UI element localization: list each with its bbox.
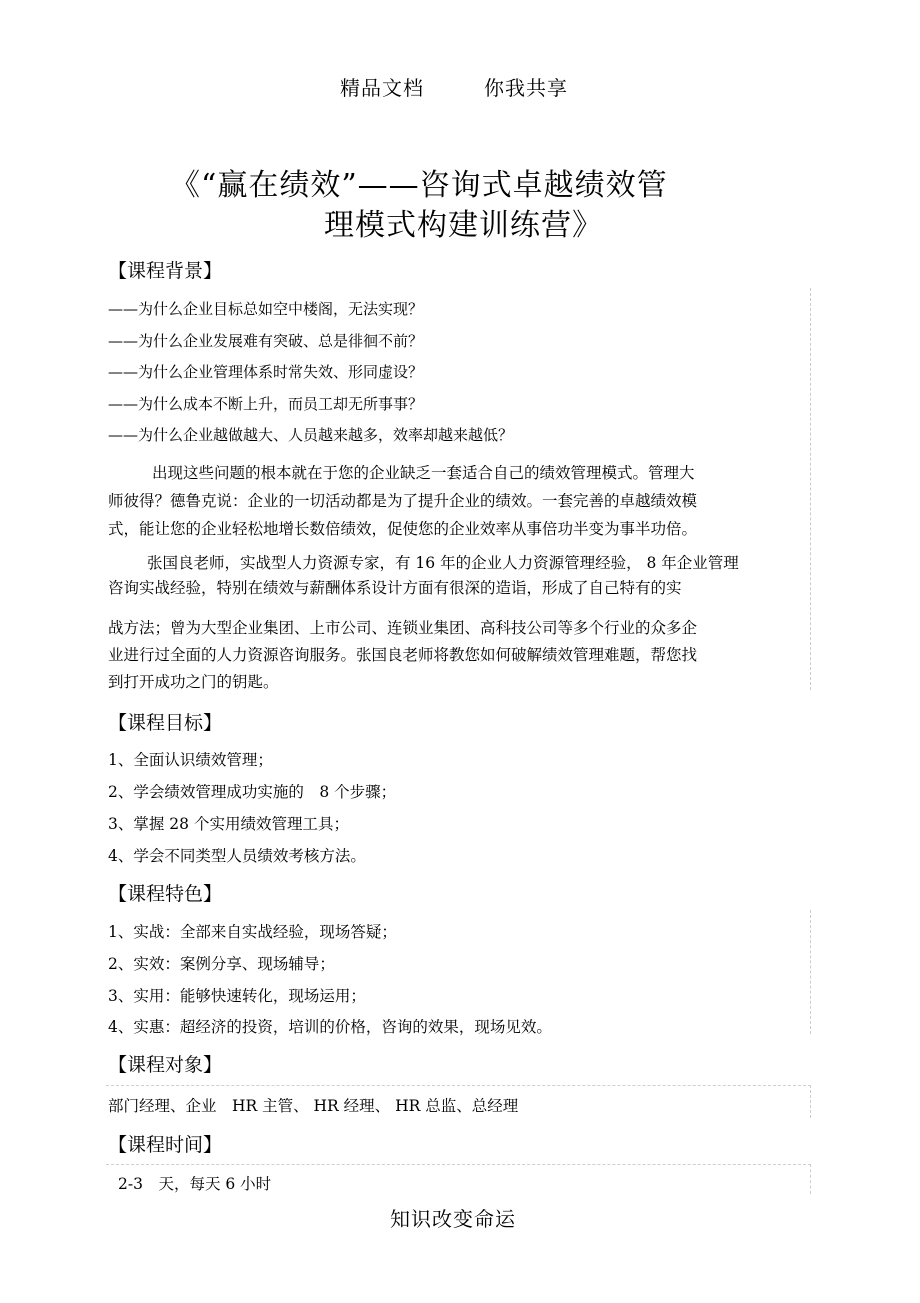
time-text: 2-3 天，每天 6 小时 [118, 1175, 272, 1193]
question-item: ——为什么企业管理体系时常失效、形同虚设？ [108, 363, 424, 381]
paragraph-line: 式，能让您的企业轻松地增长数倍绩效，促使您的企业效率从事倍功半变为事半功倍。 [108, 520, 698, 538]
question-item: ——为什么成本不断上升，而员工却无所事事？ [108, 395, 424, 413]
paragraph-line: 战方法；曾为大型企业集团、上市公司、连锁业集团、高科技公司等多个行业的众多企 [108, 619, 698, 637]
page-footer: 知识改变命运 [390, 1207, 516, 1231]
paragraph-line: 师彼得？德鲁克说：企业的一切活动都是为了提升企业的绩效。一套完善的卓越绩效模 [108, 492, 698, 510]
section-heading-background: 【课程背景】 [108, 260, 223, 282]
header-right-text: 你我共享 [484, 76, 568, 100]
question-item: ——为什么企业目标总如空中楼阁，无法实现？ [108, 300, 424, 318]
list-item: 3、实用：能够快速转化，现场运用； [108, 987, 366, 1005]
question-item: ——为什么企业越做越大、人员越来越多，效率却越来越低？ [108, 426, 514, 444]
title-line-1: 《“赢在绩效”——咨询式卓越绩效管 [170, 168, 668, 203]
paragraph-line: 咨询实战经验，特别在绩效与薪酬体系设计方面有很深的造诣，形成了自己特有的实 [108, 579, 682, 597]
list-item: 3、掌握 28 个实用绩效管理工具； [108, 815, 349, 833]
section-heading-audience: 【课程对象】 [108, 1054, 223, 1076]
paragraph-line: 业进行过全面的人力资源咨询服务。张国良老师将教您如何破解绩效管理难题，帮您找 [108, 646, 698, 664]
list-item: 2、实效：案例分享、现场辅导； [108, 955, 335, 973]
paragraph-line: 到打开成功之门的钥匙。 [108, 673, 279, 691]
section-heading-goals: 【课程目标】 [108, 712, 223, 734]
list-item: 4、学会不同类型人员绩效考核方法。 [108, 847, 366, 865]
list-item: 1、全面认识绩效管理； [108, 751, 273, 769]
list-item: 4、实惠：超经济的投资，培训的价格，咨询的效果，现场见效。 [108, 1018, 552, 1036]
audience-text: 部门经理、企业 HR 主管、 HR 经理、 HR 总监、总经理 [108, 1097, 519, 1115]
header-left-text: 精品文档 [340, 76, 424, 100]
list-item: 2、学会绩效管理成功实施的 8 个步骤； [108, 783, 397, 801]
divider-line [810, 1164, 811, 1194]
question-item: ——为什么企业发展难有突破、总是徘徊不前？ [108, 332, 424, 350]
list-item: 1、实战：全部来自实战经验，现场答疑； [108, 923, 397, 941]
title-line-2: 理模式构建训练营》 [324, 208, 603, 243]
paragraph-line: 出现这些问题的根本就在于您的企业缺乏一套适合自己的绩效管理模式。管理大 [152, 464, 695, 482]
divider-line [810, 1085, 811, 1118]
divider-line [106, 1085, 811, 1086]
divider-line [106, 1164, 811, 1165]
section-heading-features: 【课程特色】 [108, 883, 223, 905]
paragraph-line: 张国良老师，实战型人力资源专家，有 16 年的企业人力资源管理经验， 8 年企业管理 [147, 554, 739, 572]
section-heading-time: 【课程时间】 [108, 1134, 223, 1156]
divider-line [810, 910, 811, 1034]
divider-line [810, 288, 811, 690]
